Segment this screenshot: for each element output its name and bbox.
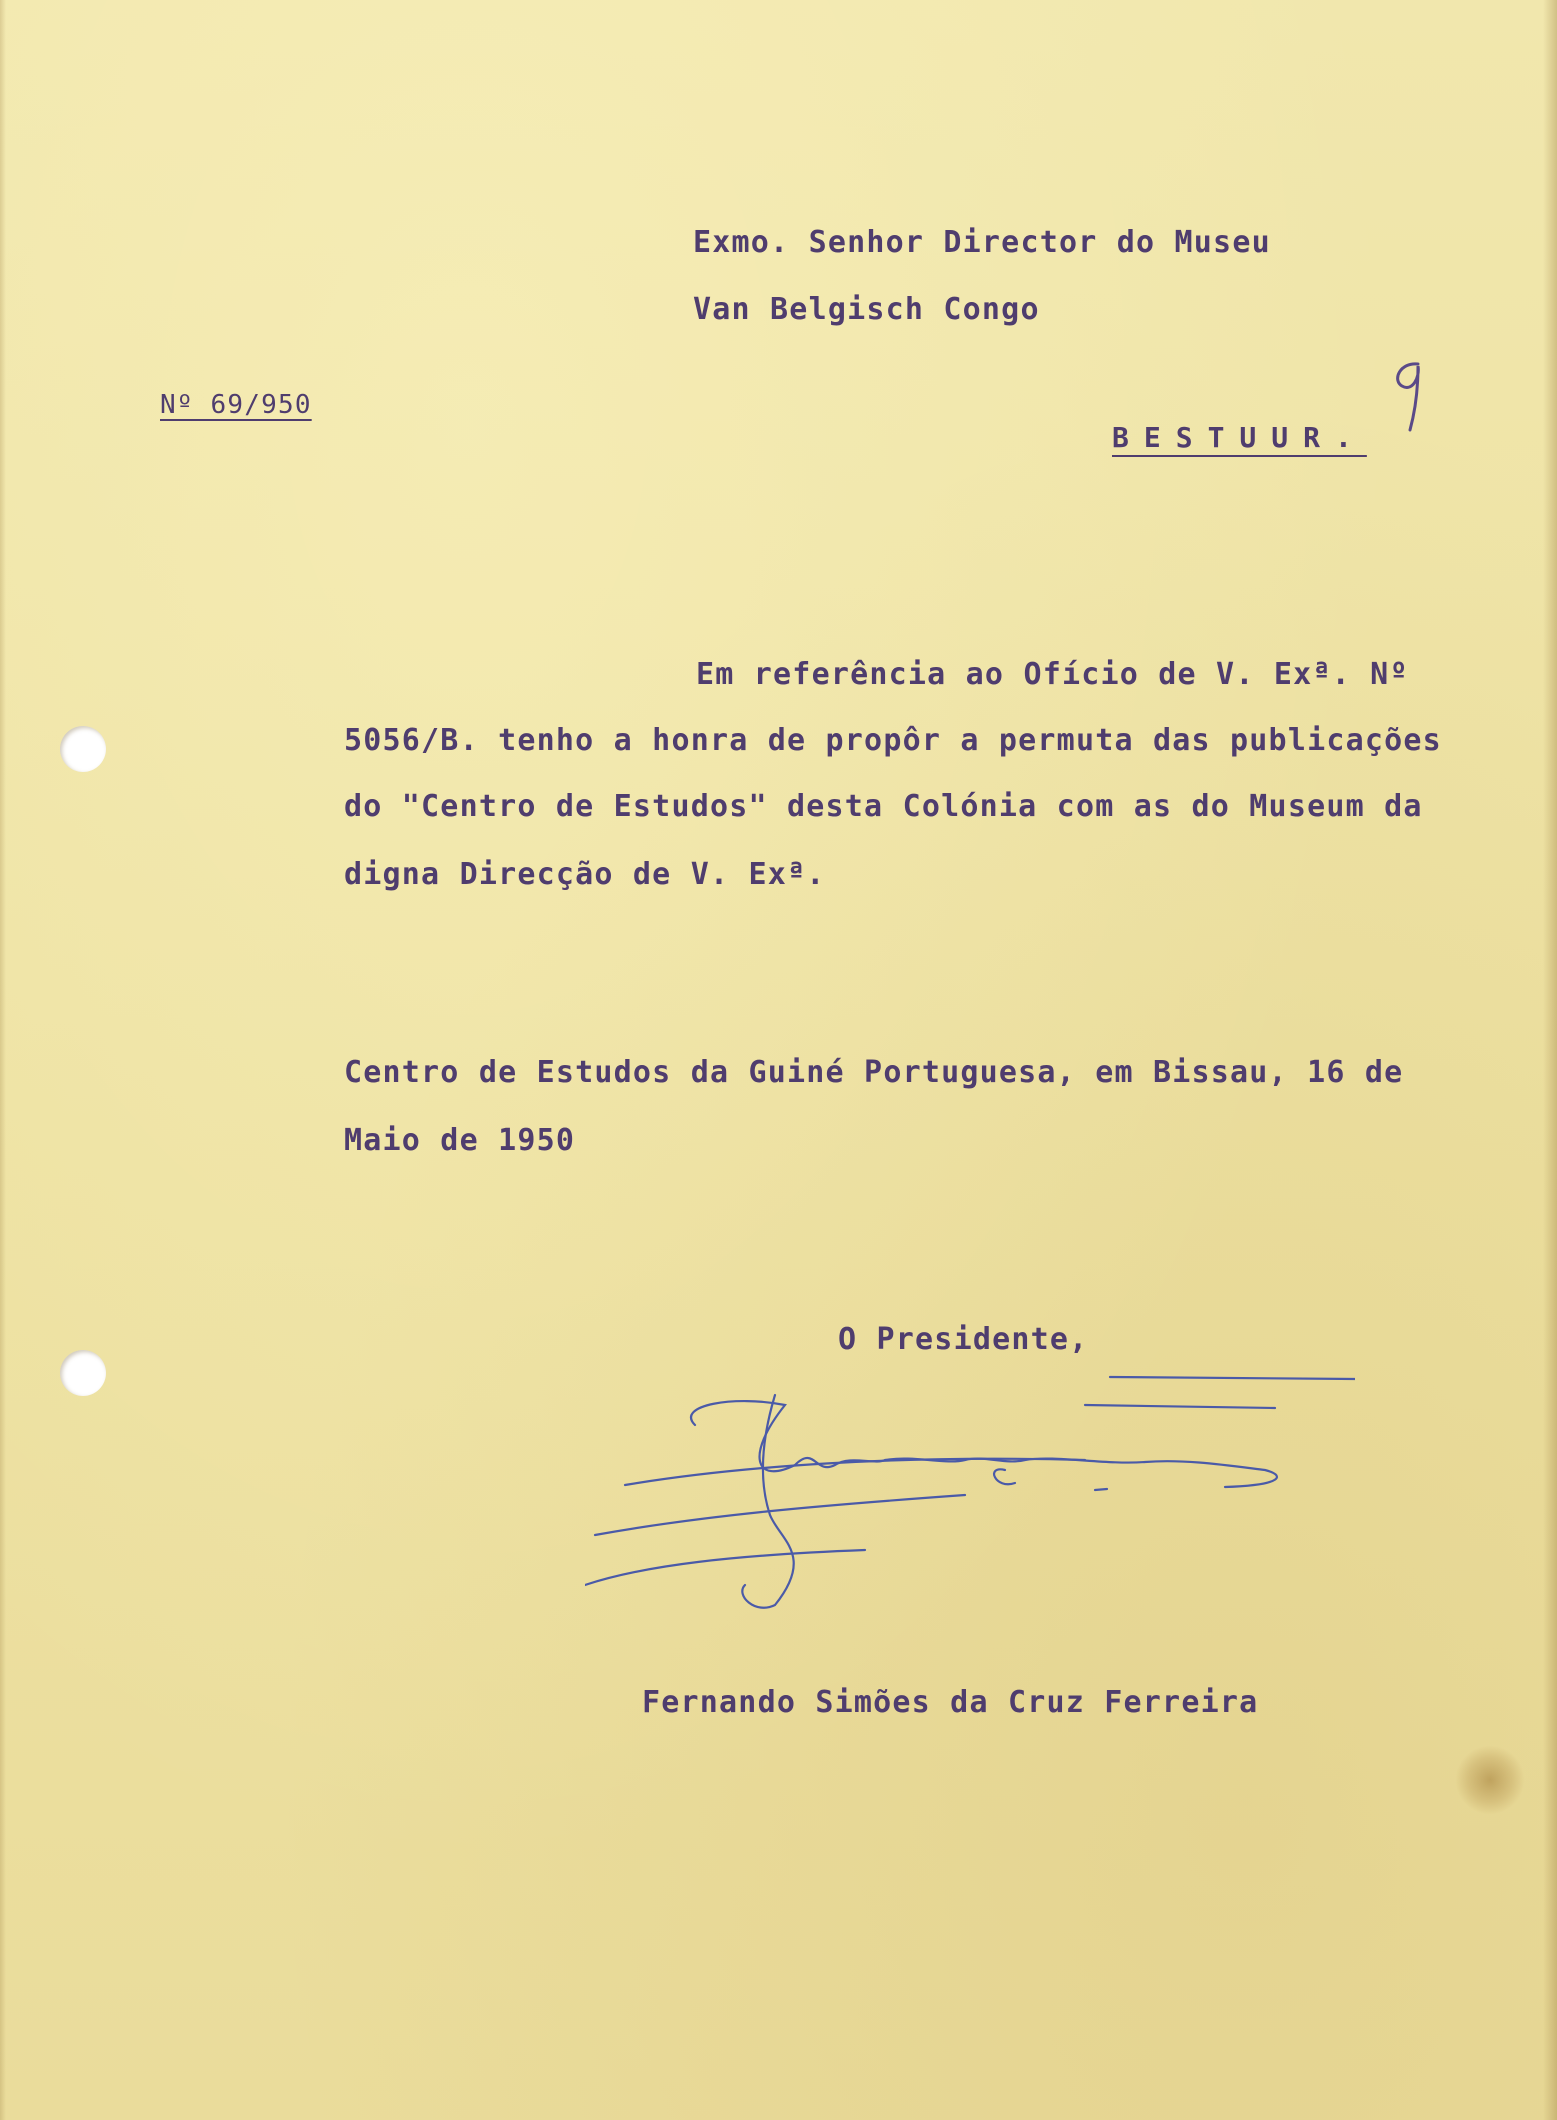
body-line-3: do "Centro de Estudos" desta Colónia com as do Museum da	[344, 789, 1423, 824]
place-date-line-2: Maio de 1950	[344, 1123, 576, 1158]
signatory-title: O Presidente,	[838, 1322, 1089, 1357]
bestuur-stamp: BESTUUR.	[1112, 421, 1367, 454]
page-left-edge	[0, 0, 6, 2120]
punch-hole-bottom	[60, 1350, 106, 1396]
addressee-line-1: Exmo. Senhor Director do Museu	[693, 225, 1271, 260]
paper-stain	[1455, 1745, 1525, 1815]
reference-number: Nº 69/950	[160, 390, 312, 420]
place-date-line-1: Centro de Estudos da Guiné Portuguesa, em Bissau, 16 de	[344, 1055, 1404, 1090]
signature-icon	[585, 1365, 1355, 1615]
addressee-line-2: Van Belgisch Congo	[693, 292, 1040, 327]
body-line-2: 5056/B. tenho a honra de propôr a permuta das publicações	[344, 723, 1442, 758]
body-line-1: Em referência ao Ofício de V. Exª. Nº	[696, 657, 1409, 692]
page-right-edge	[1543, 0, 1557, 2120]
punch-hole-top	[60, 726, 106, 772]
body-line-4: digna Direcção de V. Exª.	[344, 857, 826, 892]
signatory-name: Fernando Simões da Cruz Ferreira	[642, 1685, 1259, 1720]
handwritten-mark-icon	[1380, 356, 1440, 436]
